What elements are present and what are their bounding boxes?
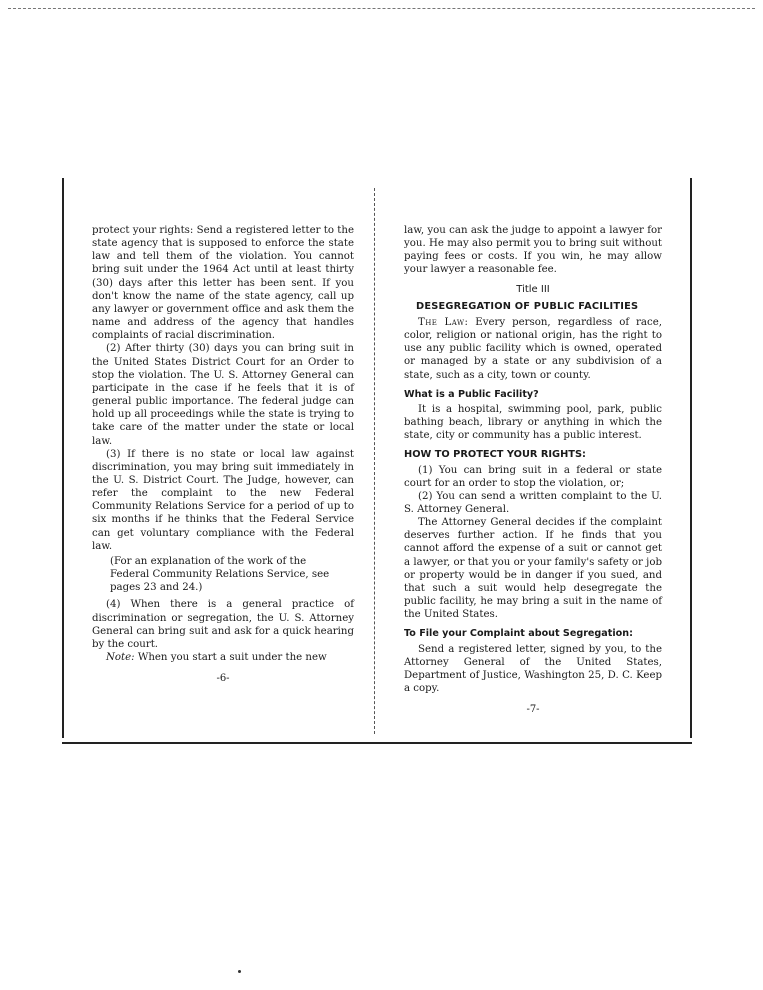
left-page <box>92 224 354 685</box>
spread-right-edge <box>690 178 692 738</box>
note-text: When you start a suit under the new <box>137 652 327 663</box>
left-paragraph-4: (4) When there is a general practice of discrimination or segregation, the U. S. Attorney General can bring suit and ask for a quick hearing by the court. <box>92 599 354 650</box>
right-page <box>404 224 662 716</box>
scan-speck <box>238 970 241 973</box>
booklet-spread <box>62 178 692 744</box>
how-to-protect-heading: HOW TO PROTECT YOUR RIGHTS: <box>404 449 586 461</box>
spread-gutter-fold <box>374 188 375 734</box>
section-heading: DESEGREGATION OF PUBLIC FACILITIES <box>416 300 639 312</box>
public-facility-answer: It is a hospital, swimming pool, park, public bathing beach, library or anything in which the state, city or community has a public interest. <box>404 403 662 442</box>
note-paragraph <box>92 651 354 664</box>
public-facility-question: What is a Public Facility? <box>404 388 539 400</box>
law-paragraph <box>404 316 662 382</box>
page-number-right: -7- <box>526 704 540 716</box>
scan-top-rule <box>8 8 755 9</box>
attorney-general-paragraph: The Attorney General decides if the complaint deserves further action. If he finds that you cannot afford the expense of a suit or cannot get a lawyer, or that you or your family's safety or job or property would be in danger if you sued, and that such a suit would help desegregate the public facility, he may bring a suit in the name of the United States. <box>404 517 662 621</box>
law-text: Every person, regardless of race, color, religion or national origin, has the right to use any public facility which is owned, operated or managed by a state or any subdivision of a state, such as a city, town or county. <box>404 316 662 381</box>
right-opening-paragraph: law, you can ask the judge to appoint a lawyer for you. He may also permit you to bring suit without paying fees or costs. If you win, he may allow your lawyer a reasonable fee. <box>404 225 662 276</box>
spread-left-edge <box>62 178 64 738</box>
left-paragraph-2: (2) After thirty (30) days you can bring suit in the United States District Court for an Order to stop the violation. The U. S. Attorney General can participate in the case if he feels that it is of general public importance. The federal judge can hold up all proceedings while the state is trying to take care of the matter under the state or local law. <box>92 343 354 447</box>
how-step-1: (1) You can bring suit in a federal or state court for an order to stop the violation, or; <box>404 464 662 489</box>
page-number-left: -6- <box>216 673 230 685</box>
community-relations-note: (For an explanation of the work of the Federal Community Relations Service, see pages 23 and 24.) <box>110 555 330 594</box>
file-complaint-heading: To File your Complaint about Segregation: <box>404 628 633 640</box>
note-label: Note: <box>106 652 135 663</box>
spread-bottom-edge <box>62 742 692 744</box>
file-complaint-text: Send a registered letter, signed by you, to the Attorney General of the United States, Department of Justice, Washington 25, D. C. Keep a copy. <box>404 643 662 694</box>
law-label: The Law: <box>418 316 469 328</box>
title-iii: Title III <box>516 283 550 295</box>
left-paragraph-3: (3) If there is no state or local law against discrimination, you may bring suit immediately in the U. S. District Court. The Judge, however, can refer the complaint to the new Federal Community Relations Service for a period of up to six months if he thinks that the Federal Service can get voluntary compliance with the Federal law. <box>92 448 354 552</box>
how-step-2: (2) You can send a written complaint to the U. S. Attorney General. <box>404 490 662 515</box>
left-paragraph-1: protect your rights: Send a registered letter to the state agency that is supposed to enforce the state law and tell them of the violation. You cannot bring suit under the 1964 Act until at least thirty (30) days after this letter has been sent. If you don't know the name of the state agency, call up any lawyer or government office and ask them the name and address of the agency that handles complaints of racial discrimination. <box>92 225 354 342</box>
